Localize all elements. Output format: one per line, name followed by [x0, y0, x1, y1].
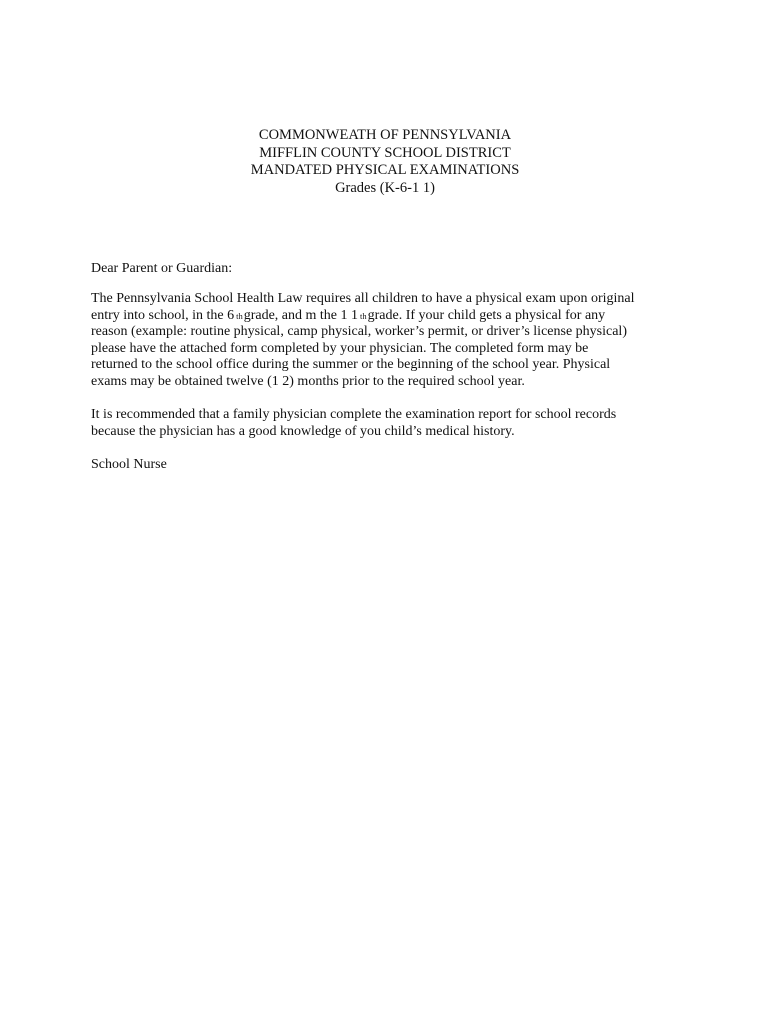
- text-fragment: entry into school, in the 6: [91, 307, 235, 323]
- paragraph-line: [91, 308, 681, 325]
- paragraph-line: exams may be obtained twelve (1 2) months prior to the required school year.: [91, 373, 525, 389]
- header-title: MANDATED PHYSICAL EXAMINATIONS: [250, 162, 520, 178]
- paragraph-recommendation: [91, 407, 681, 440]
- paragraph-line: The Pennsylvania School Health Law requires all children to have a physical exam upon original: [91, 291, 635, 306]
- header-state: COMMONWEATH OF PENNSYLVANIA: [258, 127, 512, 143]
- paragraph-line: reason (example: routine physical, camp physical, worker’s permit, or driver’s license physical): [91, 324, 627, 340]
- salutation: Dear Parent or Guardian:: [91, 261, 233, 276]
- paragraph-line: because the physician has a good knowledge of you child’s medical history.: [91, 423, 515, 439]
- signature: School Nurse: [91, 457, 167, 472]
- header-grades: Grades (K-6-1 1): [335, 179, 435, 196]
- paragraph-requirements: [91, 291, 681, 391]
- letter-header: [0, 127, 770, 197]
- ordinal-suffix: th: [236, 310, 243, 321]
- paragraph-line: It is recommended that a family physician complete the examination report for school records: [91, 407, 617, 422]
- text-fragment: grade, and m the 1 1: [243, 307, 359, 323]
- header-district: MIFFLIN COUNTY SCHOOL DISTRICT: [259, 144, 511, 161]
- ordinal-suffix: th: [360, 310, 367, 321]
- paragraph-line: returned to the school office during the summer or the beginning of the school year. Physical: [91, 357, 611, 373]
- text-fragment: grade. If your child gets a physical for any: [367, 307, 606, 323]
- paragraph-line: please have the attached form completed by your physician. The completed form may be: [91, 340, 589, 356]
